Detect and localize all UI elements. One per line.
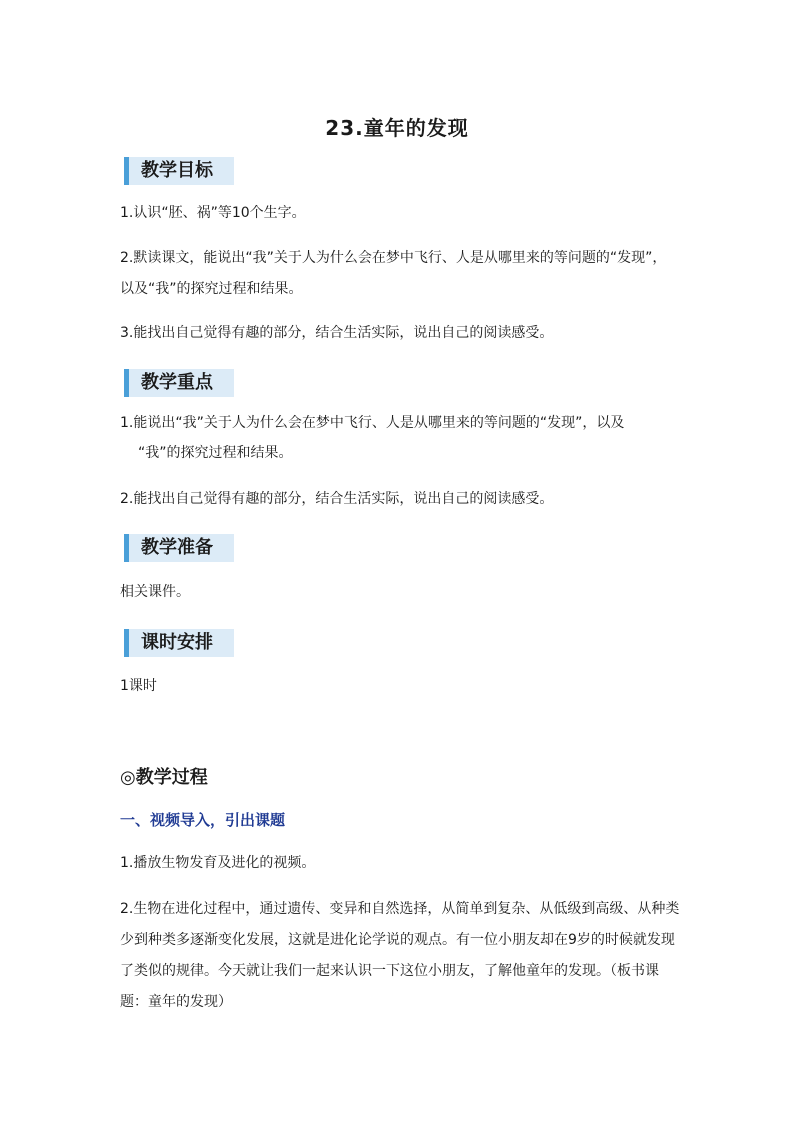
step1-item-2: 2.生物在进化过程中，通过遗传、变异和自然选择，从简单到复杂、从低级到高级、从种类少到种类多逐渐变化发展，这就是进化论学说的观点。有一位小朋友却在9岁的时候就发现了类似的规律。今天就让我们一起来认识一下这位小朋友，了解他童年的发现。（板书课题：童年的发现）: [120, 901, 680, 1010]
key-point-item-1-cont: “我”的探究过程和结果。: [138, 445, 293, 461]
schedule-text: 1课时: [120, 678, 157, 694]
section-heading-objectives: 教学目标: [124, 157, 234, 185]
section-heading-schedule: 课时安排: [124, 629, 234, 657]
document-title: 23.童年的发现: [325, 116, 469, 140]
key-point-item-1: 1.能说出“我”关于人为什么会在梦中飞行、人是从哪里来的等问题的“发现”，以及: [120, 415, 625, 431]
objective-item-2: 2.默读课文，能说出“我”关于人为什么会在梦中飞行、人是从哪里来的等问题的“发现”，以及“我”的探究过程和结果。: [120, 250, 667, 297]
process-heading: ◎教学过程: [120, 767, 208, 788]
objective-item-1: 1.认识“胚、祸”等10个生字。: [120, 205, 306, 221]
section-heading-preparation: 教学准备: [124, 534, 234, 562]
key-point-item-2: 2.能找出自己觉得有趣的部分，结合生活实际，说出自己的阅读感受。: [120, 491, 554, 507]
section-heading-key-points: 教学重点: [124, 369, 234, 397]
step1-item-1: 1.播放生物发育及进化的视频。: [120, 855, 316, 871]
objective-item-3: 3.能找出自己觉得有趣的部分，结合生活实际，说出自己的阅读感受。: [120, 325, 554, 341]
step1-heading: 一、视频导入，引出课题: [120, 811, 286, 829]
preparation-text: 相关课件。: [120, 584, 190, 600]
